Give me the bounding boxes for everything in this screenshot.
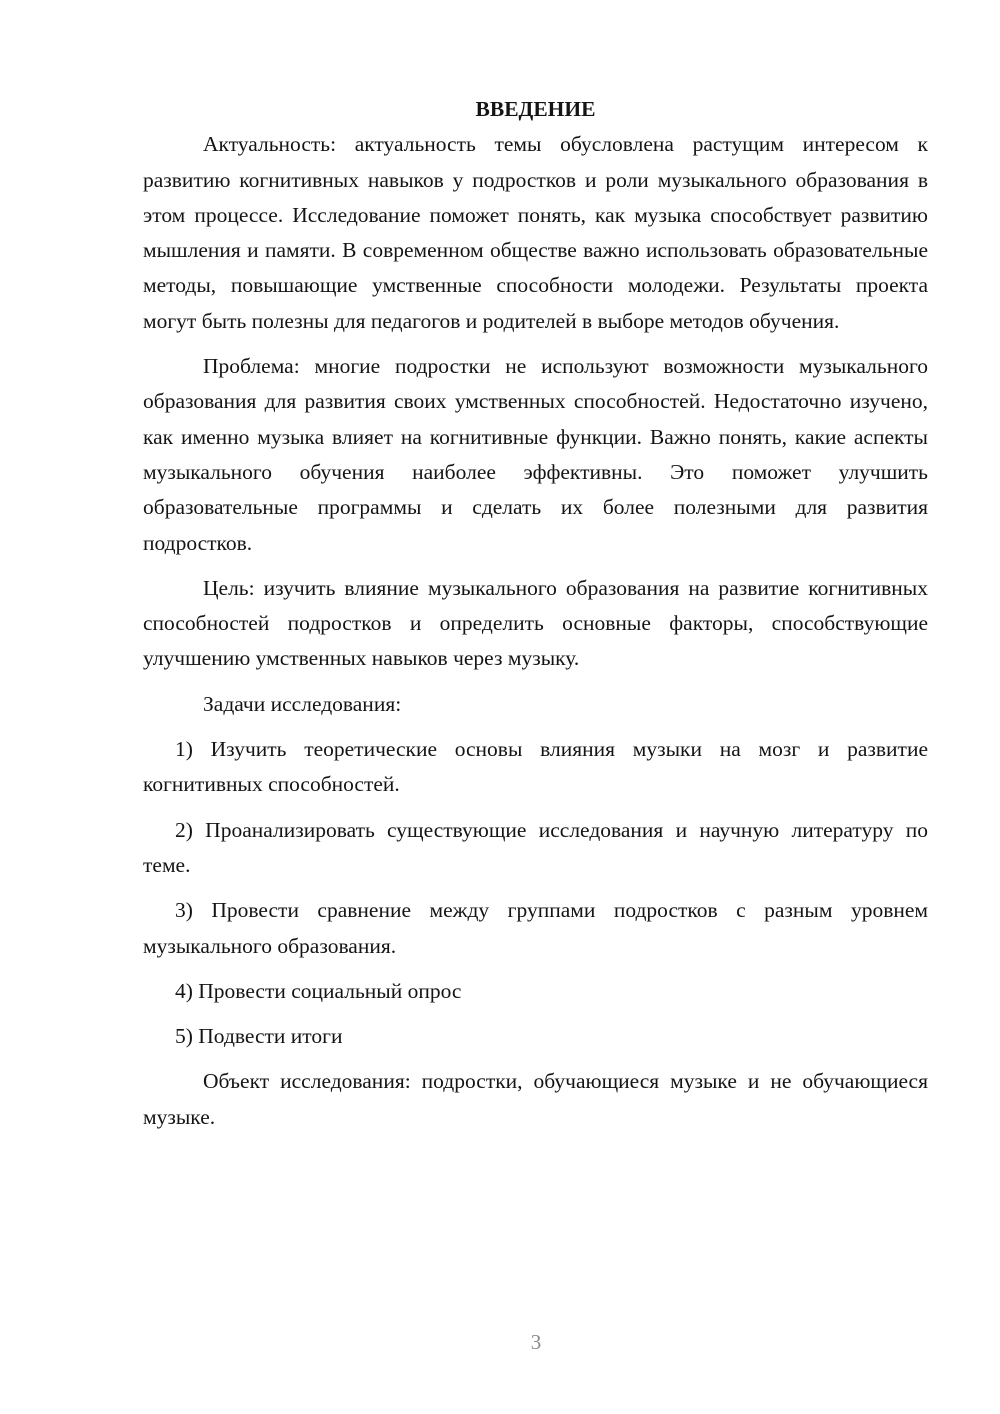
goal-paragraph: Цель: изучить влияние музыкального образования на развитие когнитивных способностей подростков и определить основные факторы, способствующие улучшению умственных навыков через музыку. — [143, 575, 928, 671]
page-number: 3 — [530, 1330, 542, 1354]
relevance-paragraph: Актуальность: актуальность темы обусловлена растущим интересом к развитию когнитивных навыков у подростков и роли музыкального образования в этом процессе. Исследование поможет понять, как музыка способствует развитию мышления и памяти. В современном обществе важно использовать образовательные методы, повышающие умственные способности молодежи. Результаты проекта могут быть полезны для педагогов и родителей в выборе методов обучения. — [143, 132, 928, 333]
object-paragraph: Объект исследования: подростки, обучающиеся музыке и не обучающиеся музыке. — [143, 1069, 928, 1129]
task-item-1: 1) Изучить теоретические основы влияния музыки на мозг и развитие когнитивных способностей. — [143, 737, 928, 797]
section-heading: ВВЕДЕНИЕ — [475, 97, 596, 121]
task-item-5: 5) Подвести итоги — [175, 1024, 343, 1049]
problem-paragraph: Проблема: многие подростки не используют возможности музыкального образования для развития своих умственных способностей. Недостаточно изучено, как именно музыка влияет на когнитивные функции. Важно понять, какие аспекты музыкального обучения наиболее эффективны. Это поможет улучшить образовательные программы и сделать их более полезными для развития подростков. — [143, 354, 928, 555]
task-item-2: 2) Проанализировать существующие исследования и научную литературу по теме. — [143, 817, 928, 877]
task-item-3: 3) Провести сравнение между группами подростков с разным уровнем музыкального образования. — [143, 898, 928, 958]
task-item-4: 4) Провести социальный опрос — [175, 978, 462, 1003]
tasks-title: Задачи исследования: — [203, 691, 402, 716]
page-content — [143, 92, 928, 1135]
